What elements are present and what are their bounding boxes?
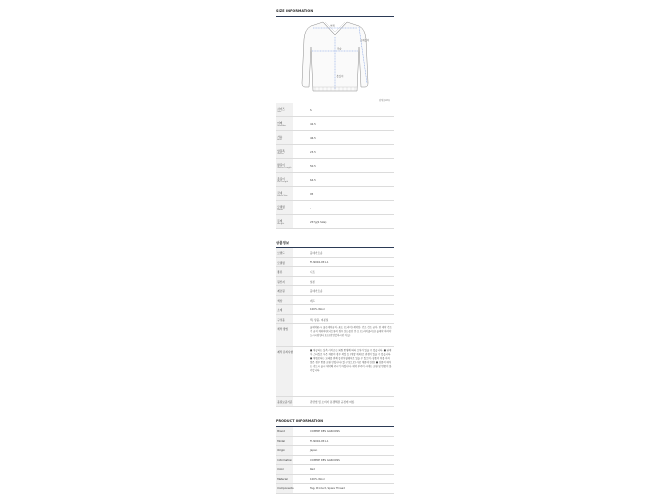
row-label: Information: [277, 458, 293, 462]
table-row: [276, 465, 394, 475]
row-value: -: [310, 206, 311, 210]
row-label: 총길이: [277, 178, 285, 181]
row-label: 구성품: [277, 318, 285, 322]
row-value: 95: [310, 192, 314, 196]
row-label: Material: [277, 477, 288, 481]
row-label-en: Shoulder: [277, 124, 287, 127]
product-info-en-title: PRODUCT INFORMATION: [276, 419, 324, 423]
row-label-en: Weight: [277, 222, 285, 225]
row-value: 택, 상품, 여분실: [310, 318, 329, 322]
table-row: [276, 215, 394, 229]
row-value: 일본: [310, 280, 316, 284]
row-label: 품질보증기준: [277, 401, 293, 404]
product-info-kr-table: [276, 248, 394, 407]
row-label: 모델명: [277, 261, 285, 265]
table-row: [276, 267, 394, 277]
row-label: 브랜드: [277, 252, 285, 255]
row-value: COMME DES GARCONS: [310, 458, 340, 462]
row-label: 원산지: [277, 280, 285, 284]
row-label: 소재: [277, 309, 283, 312]
row-value: 꼼데가르송: [310, 252, 323, 255]
table-row: [276, 103, 394, 117]
table-row: [276, 145, 394, 159]
row-value: 100% Wool: [310, 308, 325, 311]
row-label: 가슴: [277, 136, 283, 139]
row-label: 제조원: [277, 290, 285, 293]
row-value: 46.5: [310, 136, 316, 140]
row-value: 니트: [310, 271, 316, 274]
row-label-en: Korea Size: [277, 194, 288, 197]
table-row: [276, 456, 394, 466]
row-value: Tag, Product, Spare Thread: [310, 487, 345, 490]
row-label: Origin: [277, 449, 286, 452]
row-value: 꼼데가르송: [310, 290, 323, 293]
row-label: 팔길이: [277, 164, 285, 167]
row-label: 사이즈: [277, 108, 285, 111]
table-row: [276, 187, 394, 201]
row-label-en: Model: [277, 208, 284, 211]
table-row: [276, 437, 394, 447]
row-label: 모델명: [277, 206, 285, 209]
row-label: 색상: [277, 299, 283, 303]
table-row: [276, 296, 394, 306]
row-label: Color: [277, 468, 284, 471]
row-value: 레드: [310, 299, 316, 303]
product-info-en-table: [276, 427, 394, 494]
row-value: FI-N004-051-1: [310, 439, 329, 443]
row-value: Red: [310, 468, 315, 471]
row-label: 세탁 방법: [277, 328, 289, 331]
row-label: 제작 유의사항: [277, 351, 294, 354]
row-value: 23.5: [310, 150, 316, 154]
row-value: COMME DES GARCONS: [310, 430, 340, 433]
row-value: 50.5: [310, 164, 316, 168]
row-label: 무게: [277, 220, 283, 223]
row-label-en: Sleeve Length: [277, 166, 292, 169]
row-value: 257g(S Size): [310, 220, 327, 224]
table-row: [276, 248, 394, 258]
row-label-en: Size: [277, 110, 282, 113]
table-row: [276, 117, 394, 131]
diagram-label-shoulder: 어깨: [330, 24, 335, 28]
table-row: [276, 446, 394, 456]
table-row: [276, 159, 394, 173]
diagram-label-length: 총길이: [336, 75, 344, 78]
product-info-kr-title: 상품정보: [276, 241, 290, 245]
table-row: [276, 397, 394, 407]
row-label: Model: [277, 439, 285, 443]
row-label: 국내: [277, 192, 283, 195]
table-row: [276, 258, 394, 268]
table-row: [276, 286, 394, 296]
row-label: 종류: [277, 271, 283, 274]
row-label: Brand: [277, 430, 285, 433]
row-value: ■ 제공되는 실측 사이즈는 회원 반영해 따라 오차가 있을 수 있습니다. ■ 판매자 스타일로 사은 제품의 경우 색일 등 (개발 제외)로 변경이 있을 수 있습니다. ■ 제원보다는 모래를 위해 동전석필웨어로 있을 수 있으며, 상품의 착용 하지 않은 경우 반품 교환 안됩니다 (결 구성으로) 사료 제품에 한함) ■ 상품의 배치는 전드시 울시 세탁해 주시기 바랍니다. 세탁 부주의 시에는 교환 및 반품이 불가합니다.: [310, 349, 392, 372]
table-row: [276, 305, 394, 315]
diagram-label-sleeve: 소매길이: [360, 39, 369, 42]
row-value: 관련법 및 소비자 분쟁해결 규정에 따름: [310, 401, 355, 404]
table-row: [276, 475, 394, 485]
table-row: [276, 427, 394, 437]
row-value: S: [310, 108, 312, 112]
row-label-en: Full Length: [277, 180, 289, 183]
row-label-en: Sleeve: [277, 152, 284, 155]
row-label-en: Bust: [277, 138, 282, 141]
row-label: 암홀폭: [277, 150, 285, 153]
row-value: FI-N004-051-1: [310, 260, 329, 264]
table-row: [276, 277, 394, 287]
table-row: [276, 315, 394, 325]
sweater-diagram: [301, 17, 369, 99]
row-value: 42.5: [310, 122, 316, 126]
unit-label: 단위 (cm): [379, 98, 390, 102]
row-label-cell: [276, 347, 293, 396]
row-label: Components: [277, 487, 294, 490]
table-row: [276, 173, 394, 187]
row-value: 100% Wool: [310, 477, 325, 481]
table-row: [276, 324, 394, 347]
table-row: [276, 131, 394, 145]
row-value: Japan: [310, 449, 318, 452]
row-value: 64.5: [310, 178, 316, 182]
row-value: 울세탁표시, 물손세탁금지, 표도 (드라이) 세탁함, 건조 건조 금지, 면 세탁 건조기 금지 제외하면(니트류의 경우 보는중인 본 뜨 (드라이클리닝) 울세탁 하여야 도시시험된다 또는(만연합하시던 가능): [310, 325, 392, 337]
size-info-title: SIZE INFORMATION: [276, 9, 314, 13]
diagram-label-chest: 가슴: [337, 47, 342, 51]
row-label: 어깨: [277, 122, 283, 125]
table-row: [276, 347, 394, 397]
size-table: [276, 103, 394, 229]
table-row: [276, 201, 394, 215]
table-row: [276, 484, 394, 494]
